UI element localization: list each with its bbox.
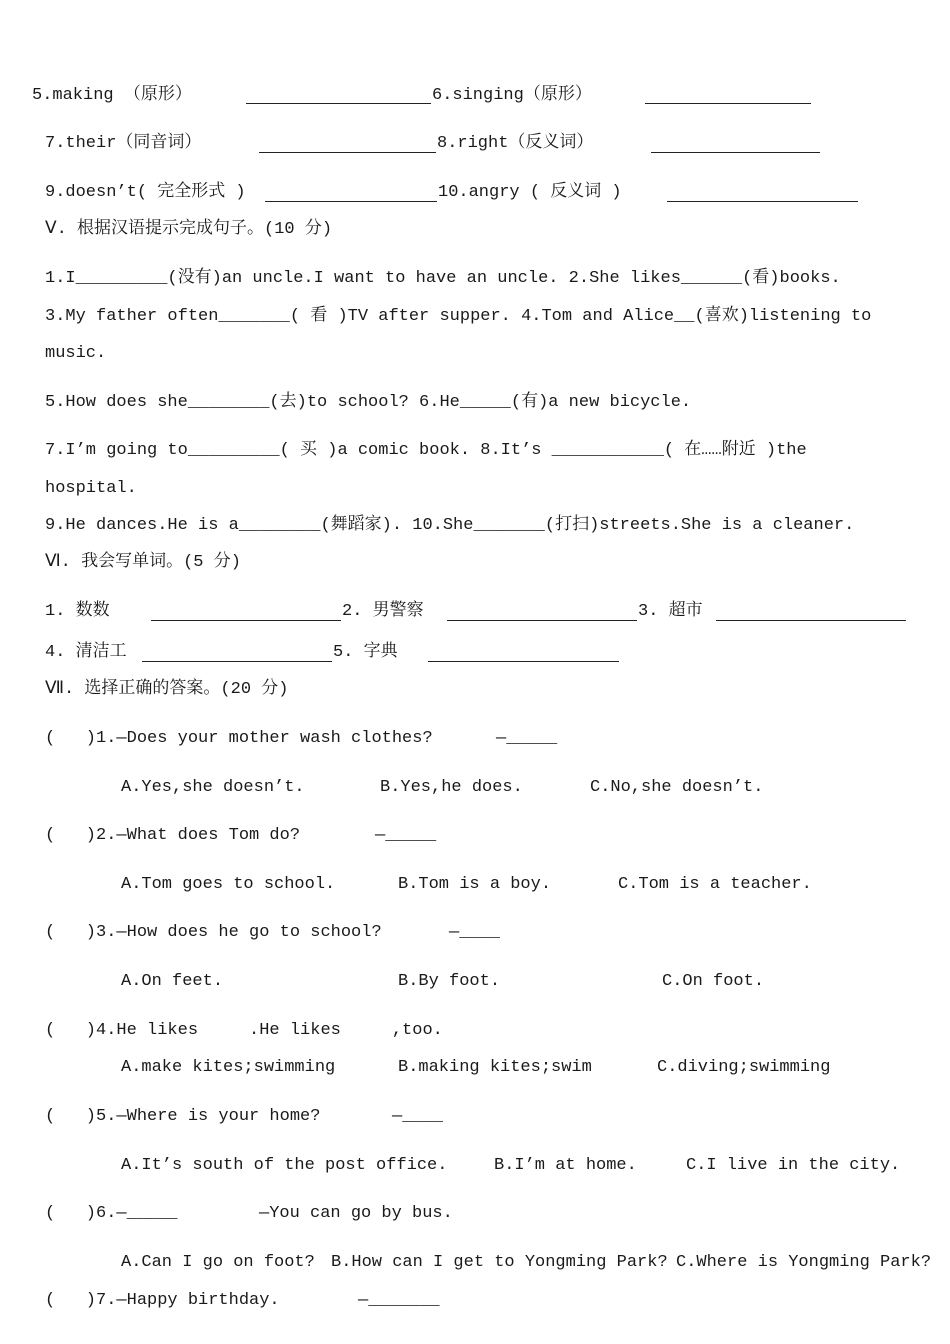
question-4-option-c[interactable]: C.diving;swimming <box>657 1058 831 1077</box>
word-form-7: 7.their（同音词） <box>45 134 202 153</box>
question-3-option-a[interactable]: A.On feet. <box>121 972 224 991</box>
blank-10[interactable] <box>667 201 858 202</box>
question-4: ( )4.He likes .He likes ,too. <box>45 1021 443 1040</box>
sentence-5-6: 5.How does she________(去)to school? 6.He_____(有)a new bicycle. <box>45 393 692 412</box>
word-1-label: 1. 数数 <box>45 602 110 621</box>
question-5-option-a[interactable]: A.It’s south of the post office. <box>121 1156 448 1175</box>
question-1-option-c[interactable]: C.No,she doesn’t. <box>590 778 764 797</box>
question-2-option-a[interactable]: A.Tom goes to school. <box>121 875 336 894</box>
sentence-1-2: 1.I_________(没有)an uncle.I want to have an uncle. 2.She likes______(看)books. <box>45 269 841 288</box>
question-5-option-b[interactable]: B.I’m at home. <box>494 1156 637 1175</box>
question-2: ( )2.—What does Tom do? <box>45 826 301 845</box>
question-6-reply: —You can go by bus. <box>259 1204 453 1223</box>
blank-6[interactable] <box>645 103 811 104</box>
question-2-reply: —_____ <box>375 826 437 845</box>
word-4-label: 4. 清洁工 <box>45 643 127 662</box>
question-5: ( )5.—Where is your home? <box>45 1107 321 1126</box>
question-4-option-b[interactable]: B.making kites;swim <box>398 1058 592 1077</box>
question-6-option-b[interactable]: B.How can I get to Yongming Park? <box>331 1253 668 1272</box>
question-2-option-b[interactable]: B.Tom is a boy. <box>398 875 552 894</box>
blank-7[interactable] <box>259 152 436 153</box>
sentence-8-cont: hospital. <box>45 479 137 498</box>
word-2-label: 2. 男警察 <box>342 602 424 621</box>
question-3: ( )3.—How does he go to school? <box>45 923 382 942</box>
word-2-blank[interactable] <box>447 620 637 621</box>
word-form-9: 9.doesn’t( 完全形式 ) <box>45 183 246 202</box>
sentence-7-8: 7.I’m going to_________( 买 )a comic book. 8.It’s ___________( 在……附近 )the <box>45 441 807 460</box>
question-1-option-a[interactable]: A.Yes,she doesn’t. <box>121 778 305 797</box>
question-3-reply: —____ <box>449 923 501 942</box>
word-4-blank[interactable] <box>142 661 332 662</box>
sentence-9-10: 9.He dances.He is a________(舞蹈家). 10.She_______(打扫)streets.She is a cleaner. <box>45 516 855 535</box>
word-3-label: 3. 超市 <box>638 602 703 621</box>
question-2-option-c[interactable]: C.Tom is a teacher. <box>618 875 812 894</box>
question-4-option-a[interactable]: A.make kites;swimming <box>121 1058 336 1077</box>
question-6-option-a[interactable]: A.Can I go on foot? <box>121 1253 315 1272</box>
word-form-8: 8.right（反义词） <box>437 134 594 153</box>
question-6-option-c[interactable]: C.Where is Yongming Park? <box>676 1253 932 1272</box>
section-heading-5: Ⅴ. 根据汉语提示完成句子。(10 分) <box>45 220 333 239</box>
word-5-blank[interactable] <box>428 661 619 662</box>
section-heading-6: Ⅵ. 我会写单词。(5 分) <box>45 553 241 572</box>
word-3-blank[interactable] <box>716 620 906 621</box>
blank-5[interactable] <box>246 103 431 104</box>
blank-9[interactable] <box>265 201 437 202</box>
section-heading-7: Ⅶ. 选择正确的答案。(20 分) <box>45 680 289 699</box>
question-5-option-c[interactable]: C.I live in the city. <box>686 1156 901 1175</box>
blank-8[interactable] <box>651 152 820 153</box>
question-3-option-b[interactable]: B.By foot. <box>398 972 501 991</box>
question-7: ( )7.—Happy birthday. <box>45 1291 280 1310</box>
question-7-reply: —_______ <box>358 1291 440 1310</box>
word-1-blank[interactable] <box>151 620 341 621</box>
word-form-5: 5.making （原形） <box>32 86 192 105</box>
question-1-option-b[interactable]: B.Yes,he does. <box>380 778 523 797</box>
question-1-reply: —_____ <box>496 729 558 748</box>
sentence-4-cont: music. <box>45 344 107 363</box>
word-form-10: 10.angry ( 反义词 ) <box>438 183 622 202</box>
word-5-label: 5. 字典 <box>333 643 398 662</box>
question-3-option-c[interactable]: C.On foot. <box>662 972 765 991</box>
question-6: ( )6.—_____ <box>45 1204 178 1223</box>
sentence-3-4: 3.My father often_______( 看 )TV after supper. 4.Tom and Alice__(喜欢)listening to <box>45 307 872 326</box>
word-form-6: 6.singing（原形） <box>432 86 592 105</box>
question-1: ( )1.—Does your mother wash clothes? <box>45 729 433 748</box>
question-5-reply: —____ <box>392 1107 444 1126</box>
